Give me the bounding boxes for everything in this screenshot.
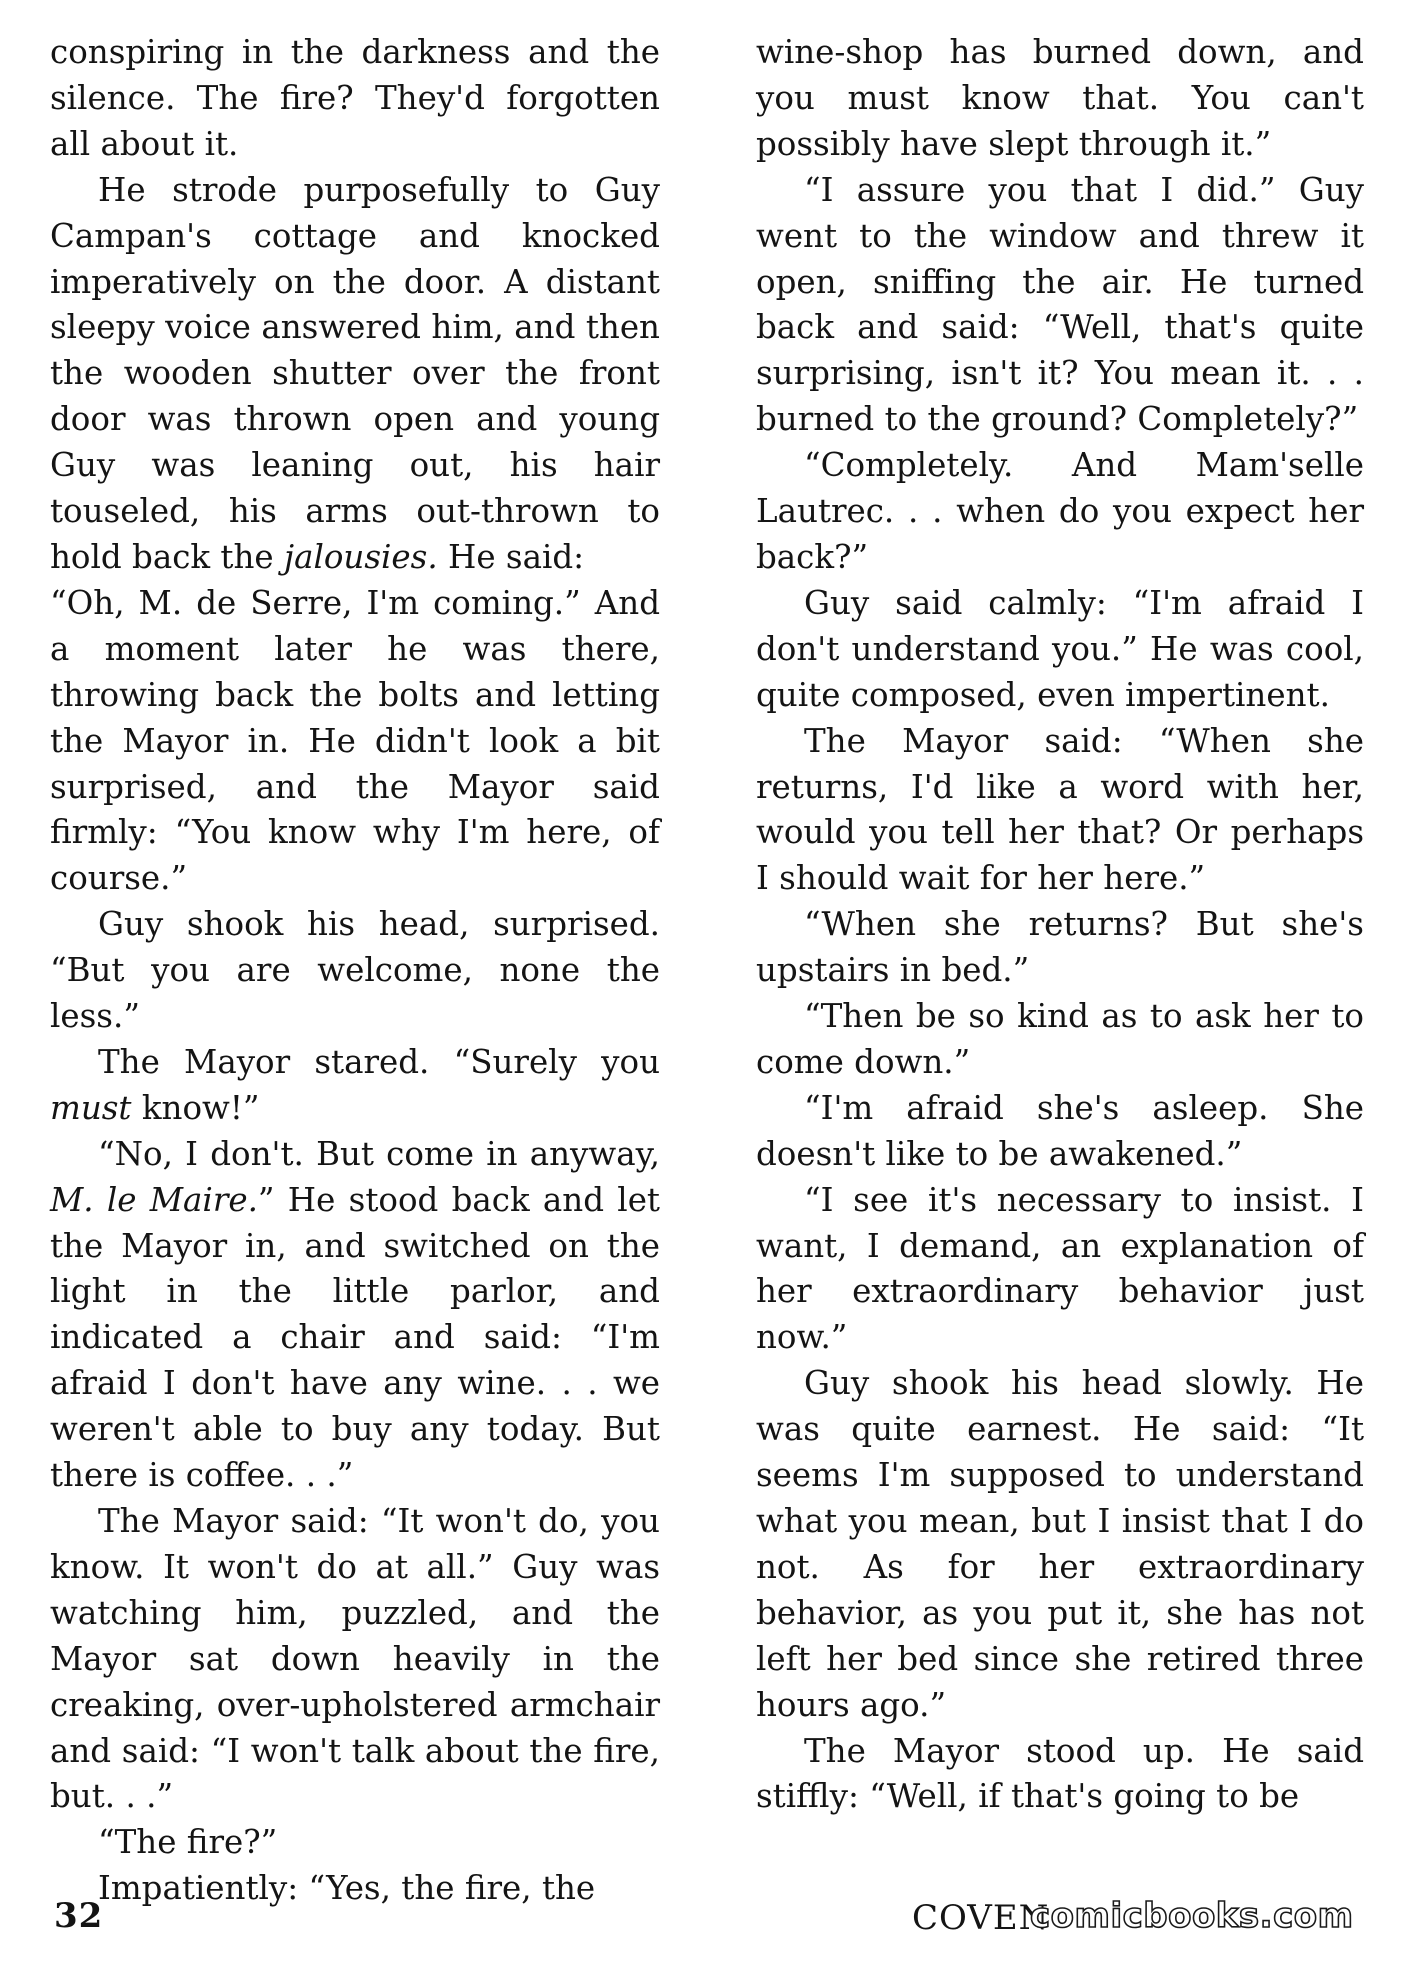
italic-text: M. le Maire. bbox=[50, 1180, 258, 1219]
paragraph-text: He said: bbox=[437, 537, 585, 576]
italic-text: must bbox=[50, 1088, 132, 1127]
paragraph-text: He strode purposefully to Guy Campan's cottage and knocked imperatively on the door. A distant sleepy voice answered him, and then the wooden shutter over the front door was thrown open and young Guy was leaning out, his hair touseled, his arms out-thrown to hold back the bbox=[50, 170, 660, 576]
paragraph: “Oh, M. de Serre, I'm coming.” And a moment later he was there, throwing back the bolts and letting the Mayor in. He didn't look a bit surprised, and the Mayor said firmly: “You know why I'm here, of course.” bbox=[50, 583, 660, 898]
paragraph bbox=[50, 1132, 660, 1499]
paragraph-text: know!” bbox=[131, 1088, 260, 1127]
paragraph bbox=[50, 1040, 660, 1132]
paragraph-text: The Mayor stared. “Surely you bbox=[98, 1042, 660, 1081]
paragraph: Guy shook his head slowly. He was quite earnest. He said: “It seems I'm supposed to understand what you mean, but I insist that I do not. As for her extraordinary behavior, as you put it, she has not left her bed since she retired three hours ago.” bbox=[756, 1364, 1364, 1724]
paragraph: Impatiently: “Yes, the fire, the bbox=[98, 1869, 596, 1908]
paragraph-text: ” He stood back and let the Mayor in, and switched on the light in the little parlor, and indicated a chair and said: “I'm afraid I don't have any wine. . . we weren't able to buy any today. But there is coffee. . .” bbox=[50, 1180, 660, 1495]
paragraph: “The fire?” bbox=[98, 1823, 278, 1862]
paragraph: The Mayor said: “When she returns, I'd like a word with her, would you tell her that? Or perhaps I should wait for her here.” bbox=[756, 721, 1364, 898]
left-text-column bbox=[50, 30, 660, 1912]
paragraph: “I assure you that I did.” Guy went to the window and threw it open, sniffing the air. He turned back and said: “Well, that's quite surprising, isn't it? You mean it. . . burned to the ground? Completely?” bbox=[756, 170, 1364, 439]
paragraph-text: “No, I don't. But come in anyway, bbox=[98, 1134, 660, 1173]
italic-text: jalousies. bbox=[284, 537, 438, 576]
paragraph: Guy said calmly: “I'm afraid I don't understand you.” He was cool, quite composed, even impertinent. bbox=[756, 583, 1364, 714]
paragraph: The Mayor said: “It won't do, you know. It won't do at all.” Guy was watching him, puzzled, and the Mayor sat down heavily in the creaking, over-upholstered armchair and said: “I won't talk about the fire, but. . .” bbox=[50, 1502, 660, 1816]
paragraph bbox=[50, 168, 660, 581]
paragraph: Guy shook his head, surprised. “But you are welcome, none the less.” bbox=[50, 905, 660, 1036]
page-number: 32 bbox=[54, 1896, 104, 1936]
paragraph: “Then be so kind as to ask her to come down.” bbox=[756, 997, 1364, 1081]
paragraph: “Completely. And Mam'selle Lautrec. . . when do you expect her back?” bbox=[756, 446, 1364, 576]
paragraph: “When she returns? But she's upstairs in bed.” bbox=[756, 905, 1364, 990]
paragraph: wine-shop has burned down, and you must know that. You can't possibly have slept through it.” bbox=[756, 33, 1364, 163]
paragraph: conspiring in the darkness and the silence. The fire? They'd forgotten all about it. bbox=[50, 33, 660, 163]
running-footer-title: COVEN bbox=[912, 1898, 1050, 1938]
paragraph: The Mayor stood up. He said stiffly: “Well, if that's going to be bbox=[756, 1731, 1364, 1816]
site-watermark: comicbooks.com bbox=[1030, 1896, 1354, 1936]
paragraph: “I see it's necessary to insist. I want, I demand, an explanation of her extraordinary behavior just now.” bbox=[756, 1180, 1364, 1357]
right-text-column bbox=[756, 30, 1364, 1820]
paragraph: “I'm afraid she's asleep. She doesn't like to be awakened.” bbox=[756, 1088, 1364, 1173]
